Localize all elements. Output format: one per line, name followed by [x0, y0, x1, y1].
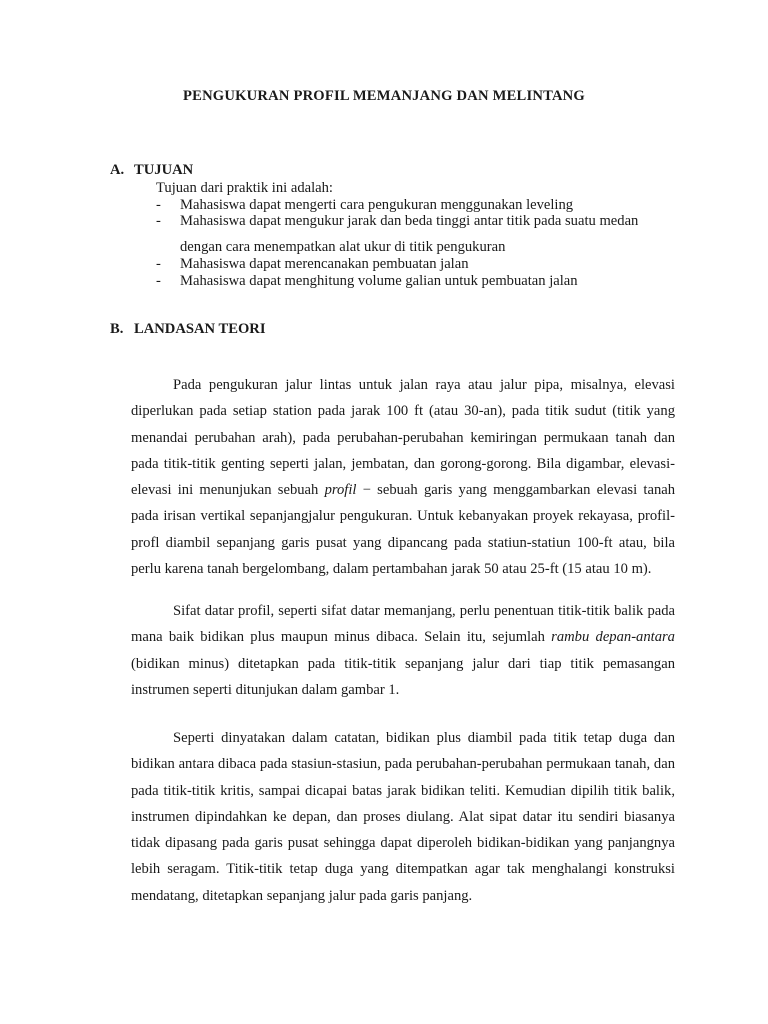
section-b-heading [110, 321, 266, 338]
section-b-letter: B. [110, 321, 124, 337]
section-a-title: TUJUAN [134, 162, 194, 178]
bullet-text: Mahasiswa dapat merencanakan pembuatan jalan [180, 256, 469, 272]
bullet-text: Mahasiswa dapat mengukur jarak dan beda tinggi antar titik pada suatu medan [180, 213, 639, 229]
paragraph-2-text-b: (bidikan minus) ditetapkan pada titik-titik sepanjang jalur dari tiap titik pemasangan instrumen seperti ditunjukan dalam gambar 1. [131, 655, 675, 698]
bullet-dash: - [156, 256, 161, 272]
bullet-text: Mahasiswa dapat menghitung volume galian untuk pembuatan jalan [180, 273, 578, 289]
bullet-dash: - [156, 213, 161, 229]
bullet-dash: - [156, 197, 161, 213]
paragraph-3: Seperti dinyatakan dalam catatan, bidikan plus diambil pada titik tetap duga dan bidikan antara dibaca pada stasiun-stasiun, pada perubahan-perubahan permukaan tanah, dan pada titik-titik kritis, sampai dicapai batas jarak bidikan teliti. Kemudian dipilih titik balik, instrumen dipindahkan ke depan, dan proses diulang. Alat sipat datar itu sendiri biasanya tidak dipasang pada garis pusat sehingga dapat diperoleh bidikan-bidikan yang panjangnya lebih seragam. Titik-titik tetap duga yang ditempatkan agar tak menghalangi konstruksi mendatang, ditetapkan sepanjang jalur pada garis panjang. [131, 730, 675, 904]
section-a-intro: Tujuan dari praktik ini adalah: [156, 180, 333, 196]
document-title: PENGUKURAN PROFIL MEMANJANG DAN MELINTANG [183, 88, 585, 104]
paragraph-1-text-a: Pada pengukuran jalur lintas untuk jalan raya atau jalur pipa, misalnya, elevasi diperlukan pada setiap station pada jarak 100 ft (atau 30-an), pada titik sudut (titik yang menandai perubahan arah), pada perubahan-perubahan kemiringan permukaan tanah dan pada titik-titik genting seperti jalan, jembatan, dan gorong-gorong. Bila digambar, elevasi-elevasi ini menunjukan sebuah [131, 377, 675, 499]
paragraph-2-text-a: Sifat datar profil, seperti sifat datar memanjang, perlu penentuan titik-titik balik pada mana baik bidikan plus maupun minus dibaca. Selain itu, sejumlah [131, 603, 675, 646]
bullet-dash: - [156, 273, 161, 289]
paragraph-1 [131, 372, 675, 582]
section-a-heading [110, 162, 193, 179]
section-b-title: LANDASAN TEORI [134, 321, 266, 337]
paragraph-2 [131, 598, 675, 703]
paragraph-2-italic: rambu depan-antara [551, 629, 675, 646]
paragraph-1-italic: profil [324, 482, 357, 499]
section-a-letter: A. [110, 162, 125, 178]
bullet-text: dengan cara menempatkan alat ukur di titik pengukuran [180, 239, 506, 255]
paragraph-1-text-b: − sebuah garis yang menggambarkan elevasi tanah pada irisan vertikal sepanjangjalur pengukuran. Untuk kebanyakan proyek rekayasa, profil-profl diambil sepanjang garis pusat yang dipancang pada statiun-statiun 100-ft atau, bila perlu karena tanah bergelombang, dalam pertambahan jarak 50 atau 25-ft (15 atau 10 m). [131, 482, 676, 578]
bullet-text: Mahasiswa dapat mengerti cara pengukuran menggunakan leveling [180, 197, 574, 213]
